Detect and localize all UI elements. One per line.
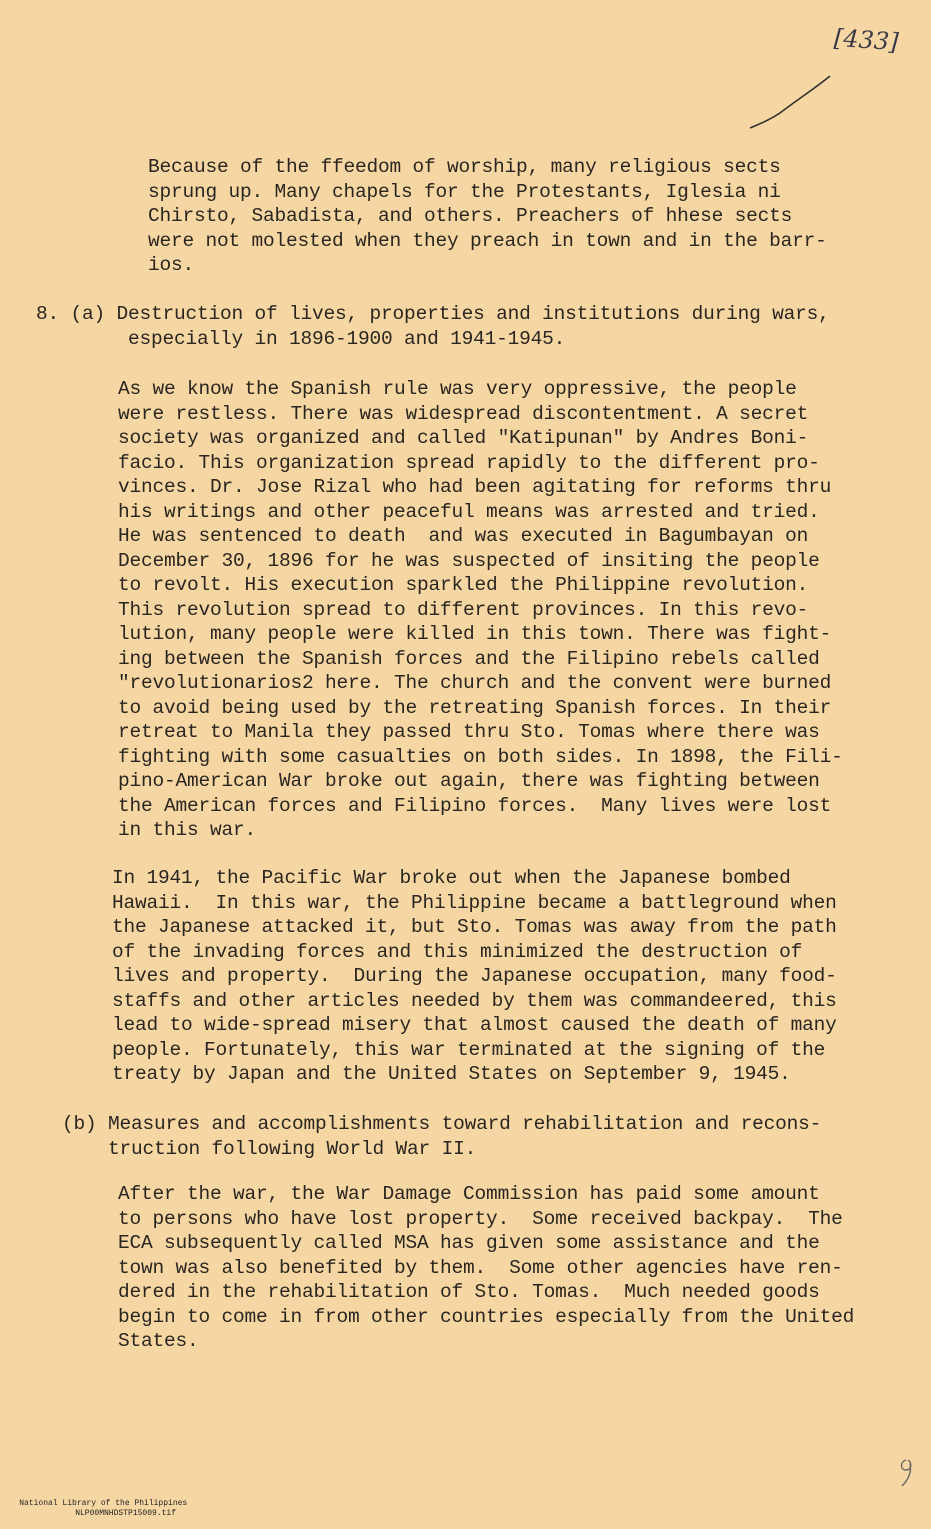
scan-footer xyxy=(0,1489,187,1529)
paragraph-spanish-rule: As we know the Spanish rule was very oppressive, the people were restless. There was widespread discontentment. A secret society was organized and called "Katipunan" by Andres Boni- facio. This organization spread rapidly to the different pro- vinces. Dr. Jose Rizal who had been agitating for reforms thru his writings and other peaceful means was arrested and tried. He was sentenced to death and was executed in Bagumbayan on December 30, 1896 for he was suspected of insiting the people to revolt. His execution sparkled the Philippine revolution. This revolution spread to different provinces. In this revo- lution, many people were killed in this town. There was fight- ing between the Spanish forces and the Filipino rebels called "revolutionarios2 here. The church and the convent were burned to avoid being used by the retreating Spanish forces. In their retreat to Manila they passed thru Sto. Tomas where there was fighting with some casualties on both sides. In 1898, the Fili- pino-American War broke out again, there was fighting between the American forces and Filipino forces. Many lives were lost in this war. xyxy=(118,378,843,841)
section-8a-heading: 8. (a) Destruction of lives, properties and institutions during wars, especially in 1896-1900 and 1941-1945. xyxy=(36,303,830,350)
footer-file-id: NLP00MNHDSTP15009.tif xyxy=(75,1509,177,1518)
section-8b-heading: (b) Measures and accomplishments toward rehabilitation and recons- truction following World War II. xyxy=(62,1113,822,1160)
footer-library: National Library of the Philippines xyxy=(19,1499,188,1508)
page-number: [433] xyxy=(833,23,900,57)
paragraph-pacific-war: In 1941, the Pacific War broke out when the Japanese bombed Hawaii. In this war, the Philippine became a battleground when the Japanese attacked it, but Sto. Tomas was away from the path of the invading forces and this minimized the destruction of lives and property. During the Japanese occupation, many food- staffs and other articles needed by them was commandeered, this lead to wide-spread misery that almost caused the death of many people. Fortunately, this war terminated at the signing of the treaty by Japan and the United States on September 9, 1945. xyxy=(112,867,837,1085)
check-mark-icon xyxy=(748,70,832,130)
handwritten-mark-icon xyxy=(896,1456,922,1490)
paragraph-postwar: After the war, the War Damage Commission has paid some amount to persons who have lost property. Some received backpay. The ECA subsequently called MSA has given some assistance and the town was also benefited by them. Some other agencies have ren- dered in the rehabilitation of Sto. Tomas. Much needed goods begin to come in from other countries especially from the United States. xyxy=(118,1183,855,1352)
intro-paragraph: Because of the ffeedom of worship, many religious sects sprung up. Many chapels for the Protestants, Iglesia ni Chirsto, Sabadista, and others. Preachers of hhese sects were not molested when they preach in town and in the barr- ios. xyxy=(148,156,827,276)
